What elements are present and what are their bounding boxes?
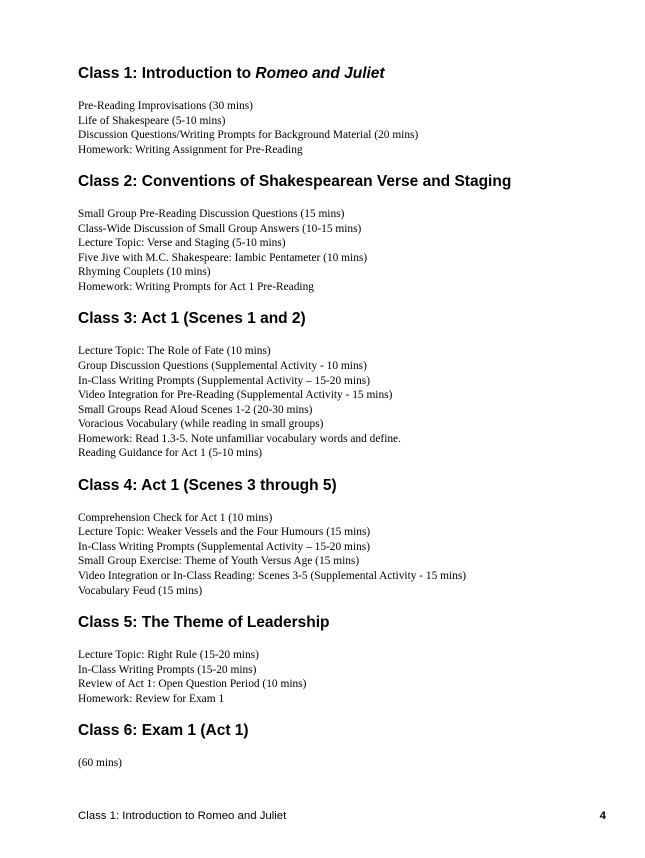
section-class-4 bbox=[78, 476, 608, 598]
activity-item: Video Integration or In-Class Reading: Scenes 3-5 (Supplemental Activity - 15 mins) bbox=[78, 570, 467, 583]
activity-list bbox=[78, 756, 608, 771]
activity-item: In-Class Writing Prompts (Supplemental Activity – 15-20 mins) bbox=[78, 540, 370, 553]
footer-title: Class 1: Introduction to Romeo and Juliet bbox=[78, 810, 287, 822]
section-class-6 bbox=[78, 721, 608, 771]
activity-item: Five Jive with M.C. Shakespeare: Iambic Pentameter (10 mins) bbox=[78, 251, 368, 264]
section-class-5 bbox=[78, 613, 608, 706]
activity-list bbox=[78, 207, 608, 294]
activity-item: Class-Wide Discussion of Small Group Answers (10-15 mins) bbox=[78, 222, 362, 235]
section-class-3 bbox=[78, 309, 608, 460]
activity-item: Lecture Topic: The Role of Fate (10 mins) bbox=[78, 345, 271, 358]
activity-item: Voracious Vocabulary (while reading in small groups) bbox=[78, 418, 324, 431]
activity-item: Lecture Topic: Verse and Staging (5-10 mins) bbox=[78, 237, 286, 250]
activity-list bbox=[78, 99, 608, 157]
section-class-1 bbox=[78, 64, 608, 157]
activity-item: Rhyming Couplets (10 mins) bbox=[78, 266, 211, 279]
section-title-text: Class 1: Introduction to bbox=[78, 65, 256, 82]
activity-item: Lecture Topic: Weaker Vessels and the Four Humours (15 mins) bbox=[78, 526, 371, 539]
activity-list bbox=[78, 344, 608, 460]
section-title: Class 4: Act 1 (Scenes 3 through 5) bbox=[78, 476, 337, 494]
activity-item: Video Integration for Pre-Reading (Supplemental Activity - 15 mins) bbox=[78, 389, 393, 402]
activity-item: Vocabulary Feud (15 mins) bbox=[78, 584, 203, 597]
activity-item: Comprehension Check for Act 1 (10 mins) bbox=[78, 511, 273, 524]
activity-item: Small Group Exercise: Theme of Youth Versus Age (15 mins) bbox=[78, 555, 360, 568]
activity-item: Discussion Questions/Writing Prompts for Background Material (20 mins) bbox=[78, 129, 419, 142]
section-class-2 bbox=[78, 172, 608, 294]
activity-item: Review of Act 1: Open Question Period (10 mins) bbox=[78, 678, 307, 691]
activity-item: Small Group Pre-Reading Discussion Questions (15 mins) bbox=[78, 208, 345, 221]
play-title: Romeo and Juliet bbox=[255, 65, 385, 82]
activity-item: Life of Shakespeare (5-10 mins) bbox=[78, 114, 226, 127]
activity-item: (60 mins) bbox=[78, 757, 122, 770]
section-title bbox=[78, 64, 608, 84]
activity-item: Homework: Read 1.3-5. Note unfamiliar vocabulary words and define. bbox=[78, 432, 401, 445]
section-title: Class 3: Act 1 (Scenes 1 and 2) bbox=[78, 310, 306, 328]
activity-item: In-Class Writing Prompts (Supplemental Activity – 15-20 mins) bbox=[78, 374, 370, 387]
activity-item: Pre-Reading Improvisations (30 mins) bbox=[78, 100, 253, 112]
section-title: Class 6: Exam 1 (Act 1) bbox=[78, 722, 249, 740]
section-title: Class 2: Conventions of Shakespearean Verse and Staging bbox=[78, 173, 512, 191]
activity-item: Homework: Writing Assignment for Pre-Reading bbox=[78, 143, 303, 156]
activity-item: Homework: Review for Exam 1 bbox=[78, 692, 225, 705]
page-footer bbox=[78, 808, 608, 824]
activity-item: Reading Guidance for Act 1 (5-10 mins) bbox=[78, 447, 263, 460]
document-page bbox=[78, 64, 608, 771]
activity-item: In-Class Writing Prompts (15-20 mins) bbox=[78, 663, 257, 676]
section-title: Class 5: The Theme of Leadership bbox=[78, 614, 330, 632]
activity-list bbox=[78, 648, 608, 706]
activity-item: Homework: Writing Prompts for Act 1 Pre-Reading bbox=[78, 280, 314, 293]
page-number: 4 bbox=[599, 810, 606, 822]
activity-list bbox=[78, 511, 608, 598]
activity-item: Small Groups Read Aloud Scenes 1-2 (20-30 mins) bbox=[78, 403, 313, 416]
activity-item: Group Discussion Questions (Supplemental Activity - 10 mins) bbox=[78, 360, 367, 373]
activity-item: Lecture Topic: Right Rule (15-20 mins) bbox=[78, 649, 259, 662]
